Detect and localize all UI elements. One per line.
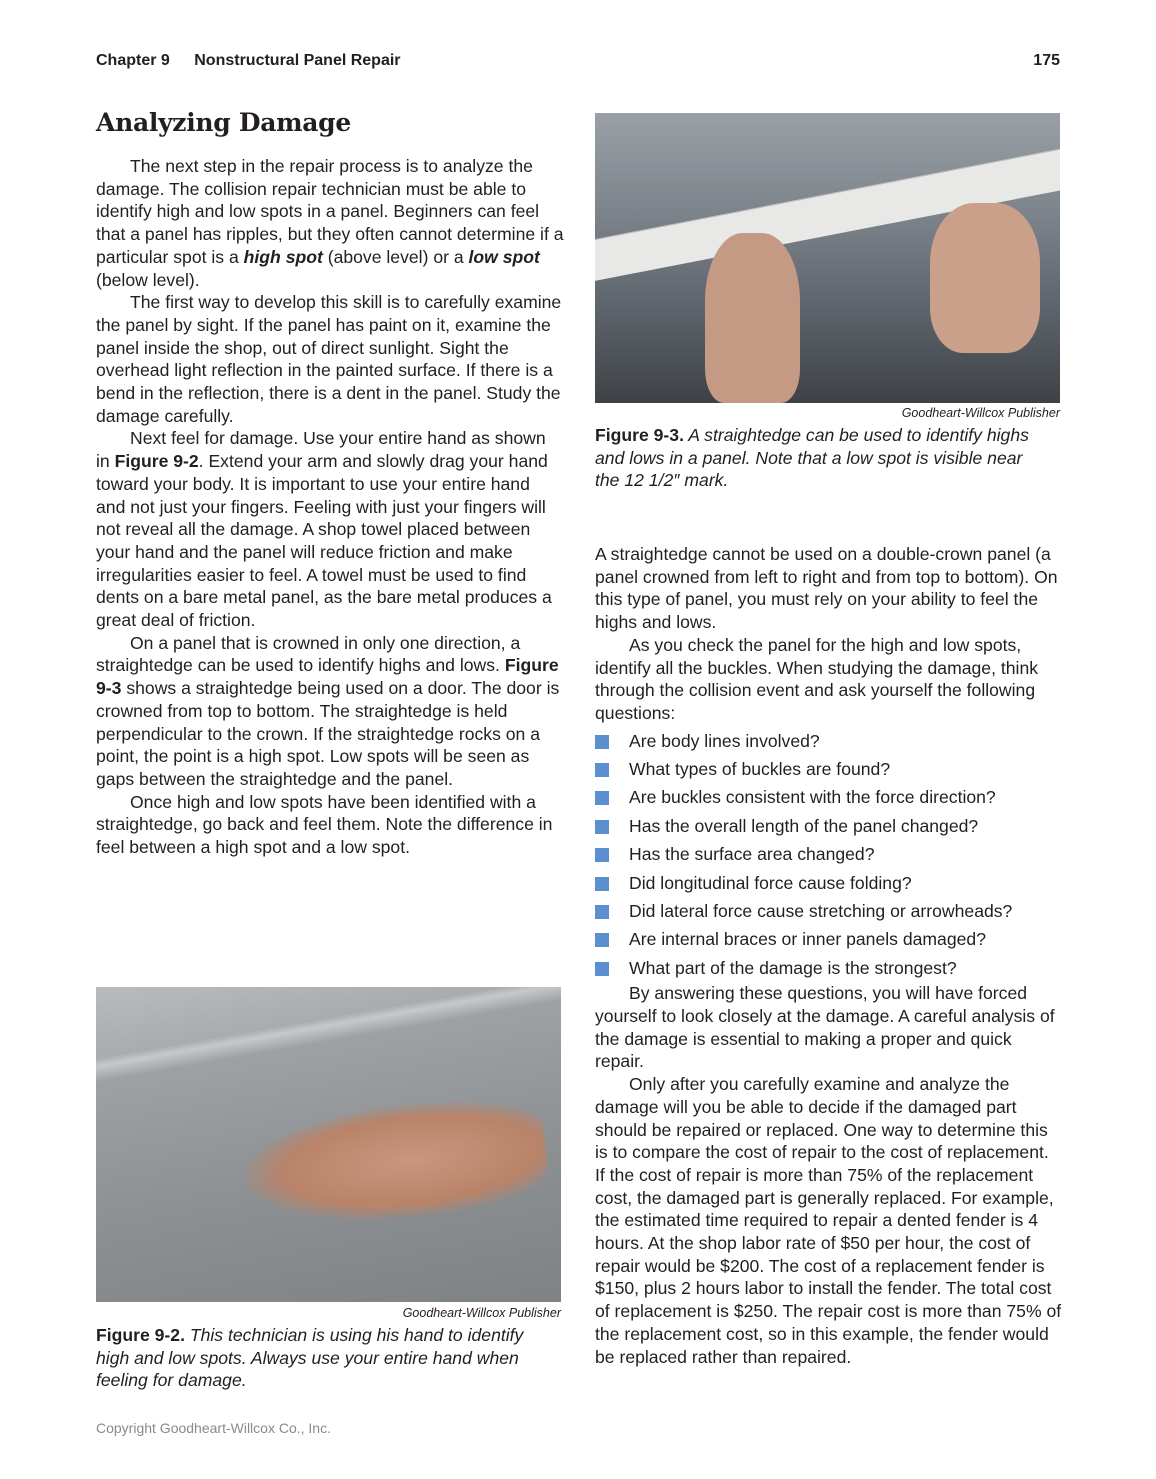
square-bullet-icon bbox=[595, 877, 609, 891]
term-high-spot: high spot bbox=[243, 246, 323, 267]
right-column bbox=[595, 543, 1063, 1368]
copyright-footer: Copyright Goodheart-Willcox Co., Inc. bbox=[96, 1420, 331, 1436]
paragraph: The first way to develop this skill is to carefully examine the panel by sight. If the panel has paint on it, examine the panel inside the shop, out of direct sunlight. Sight the overhead light reflection in the painted surface. If there is a bend in the reflection, there is a dent in the panel. Study the damage carefully. bbox=[96, 292, 562, 426]
paragraph: By answering these questions, you will have forced yourself to look closely at the damage. A careful analysis of the damage is essential to making a proper and quick repair. bbox=[595, 983, 1055, 1072]
chapter-title: Nonstructural Panel Repair bbox=[194, 52, 401, 69]
list-item: What types of buckles are found? bbox=[595, 755, 1063, 783]
figure-9-2-photo bbox=[96, 987, 561, 1302]
square-bullet-icon bbox=[595, 791, 609, 805]
list-item: Are internal braces or inner panels damaged? bbox=[595, 925, 1063, 953]
square-bullet-icon bbox=[595, 933, 609, 947]
figure-9-3-photo bbox=[595, 113, 1060, 403]
list-item: Has the surface area changed? bbox=[595, 840, 1063, 868]
paragraph: A straightedge cannot be used on a double-crown panel (a panel crowned from left to right and from top to bottom). On this type of panel, you must rely on your ability to feel the highs and lows. bbox=[595, 544, 1058, 633]
paragraph: On a panel that is crowned in only one direction, a straightedge can be used to identify highs and lows. Figure 9-3 shows a straightedge being used on a door. The door is crowned from top to bottom. The straightedge is held perpendicular to the crown. If the straightedge rocks on a point, the point is a high spot. Low spots will be seen as gaps between the straightedge and the panel. bbox=[96, 632, 560, 789]
figure-ref: Figure 9-2 bbox=[114, 451, 199, 472]
paragraph: The next step in the repair process is to analyze the damage. The collision repair technician must be able to identify high and low spots in a panel. Beginners can feel that a panel has ripples, but they often cannot determine if a particular spot is a high spot (above level) or a low spot (below level). bbox=[96, 156, 564, 290]
page-number: 175 bbox=[1033, 52, 1060, 69]
square-bullet-icon bbox=[595, 763, 609, 777]
square-bullet-icon bbox=[595, 848, 609, 862]
list-item: Has the overall length of the panel changed? bbox=[595, 812, 1063, 840]
list-item: Did lateral force cause stretching or arrowheads? bbox=[595, 897, 1063, 925]
hand-shape bbox=[241, 1092, 551, 1233]
list-item: Are buckles consistent with the force direction? bbox=[595, 783, 1063, 811]
figure-9-2-caption: Figure 9-2. This technician is using his hand to identify high and low spots. Always use your entire hand when feeling for damage. bbox=[96, 1325, 524, 1391]
list-item: Are body lines involved? bbox=[595, 727, 1063, 755]
section-heading: Analyzing Damage bbox=[96, 108, 351, 137]
left-hand-shape bbox=[705, 233, 800, 403]
paragraph: Next feel for damage. Use your entire hand as shown in Figure 9-2. Extend your arm and slowly drag your hand toward your body. It is important to use your entire hand and not just your fingers. Feeling with just your fingers will not reveal all the damage. A shop towel placed between your hand and the panel will reduce friction and make irregularities easier to feel. A towel must be used to find dents on a bare metal panel, as the bare metal produces a great deal of friction. bbox=[96, 428, 552, 631]
figure-9-3-credit: Goodheart-Willcox Publisher bbox=[901, 406, 1060, 420]
square-bullet-icon bbox=[595, 962, 609, 976]
square-bullet-icon bbox=[595, 820, 609, 834]
paragraph: Once high and low spots have been identified with a straightedge, go back and feel them. Note the difference in feel between a high spot and a low spot. bbox=[96, 791, 553, 858]
square-bullet-icon bbox=[595, 735, 609, 749]
paragraph: As you check the panel for the high and low spots, identify all the buckles. When studying the damage, think through the collision event and ask yourself the following questions: bbox=[595, 634, 1039, 723]
figure-ref: Figure 9-3 bbox=[96, 655, 559, 699]
paragraph: Only after you carefully examine and analyze the damage will you be able to decide if the damaged part should be repaired or replaced. One way to determine this is to compare the cost of repair to the cost of replacement. If the cost of repair is more than 75% of the replacement cost, the damaged part is generally replaced. For example, the estimated time required to repair a dented fender is 4 hours. At the shop labor rate of $50 per hour, the cost of repair would be $200. The cost of a replacement fender is $150, plus 2 hours labor to install the fender. The total cost of replacement is $250. The repair cost is more than 75% of the replacement cost, so in this example, the fender would be replaced rather than repaired. bbox=[595, 1074, 1062, 1367]
list-item: What part of the damage is the strongest? bbox=[595, 954, 1063, 982]
figure-9-3-caption: Figure 9-3. A straightedge can be used to identify highs and lows in a panel. Note that a low spot is visible near the 12 1/2″ mark. bbox=[595, 425, 1029, 491]
right-hand-shape bbox=[930, 203, 1040, 353]
running-header bbox=[96, 52, 401, 70]
chapter-number: Chapter 9 bbox=[96, 52, 170, 69]
figure-9-2-credit: Goodheart-Willcox Publisher bbox=[402, 1306, 561, 1320]
left-column bbox=[96, 155, 564, 859]
list-item: Did longitudinal force cause folding? bbox=[595, 869, 1063, 897]
term-low-spot: low spot bbox=[468, 246, 540, 267]
square-bullet-icon bbox=[595, 905, 609, 919]
question-list bbox=[595, 727, 1063, 983]
